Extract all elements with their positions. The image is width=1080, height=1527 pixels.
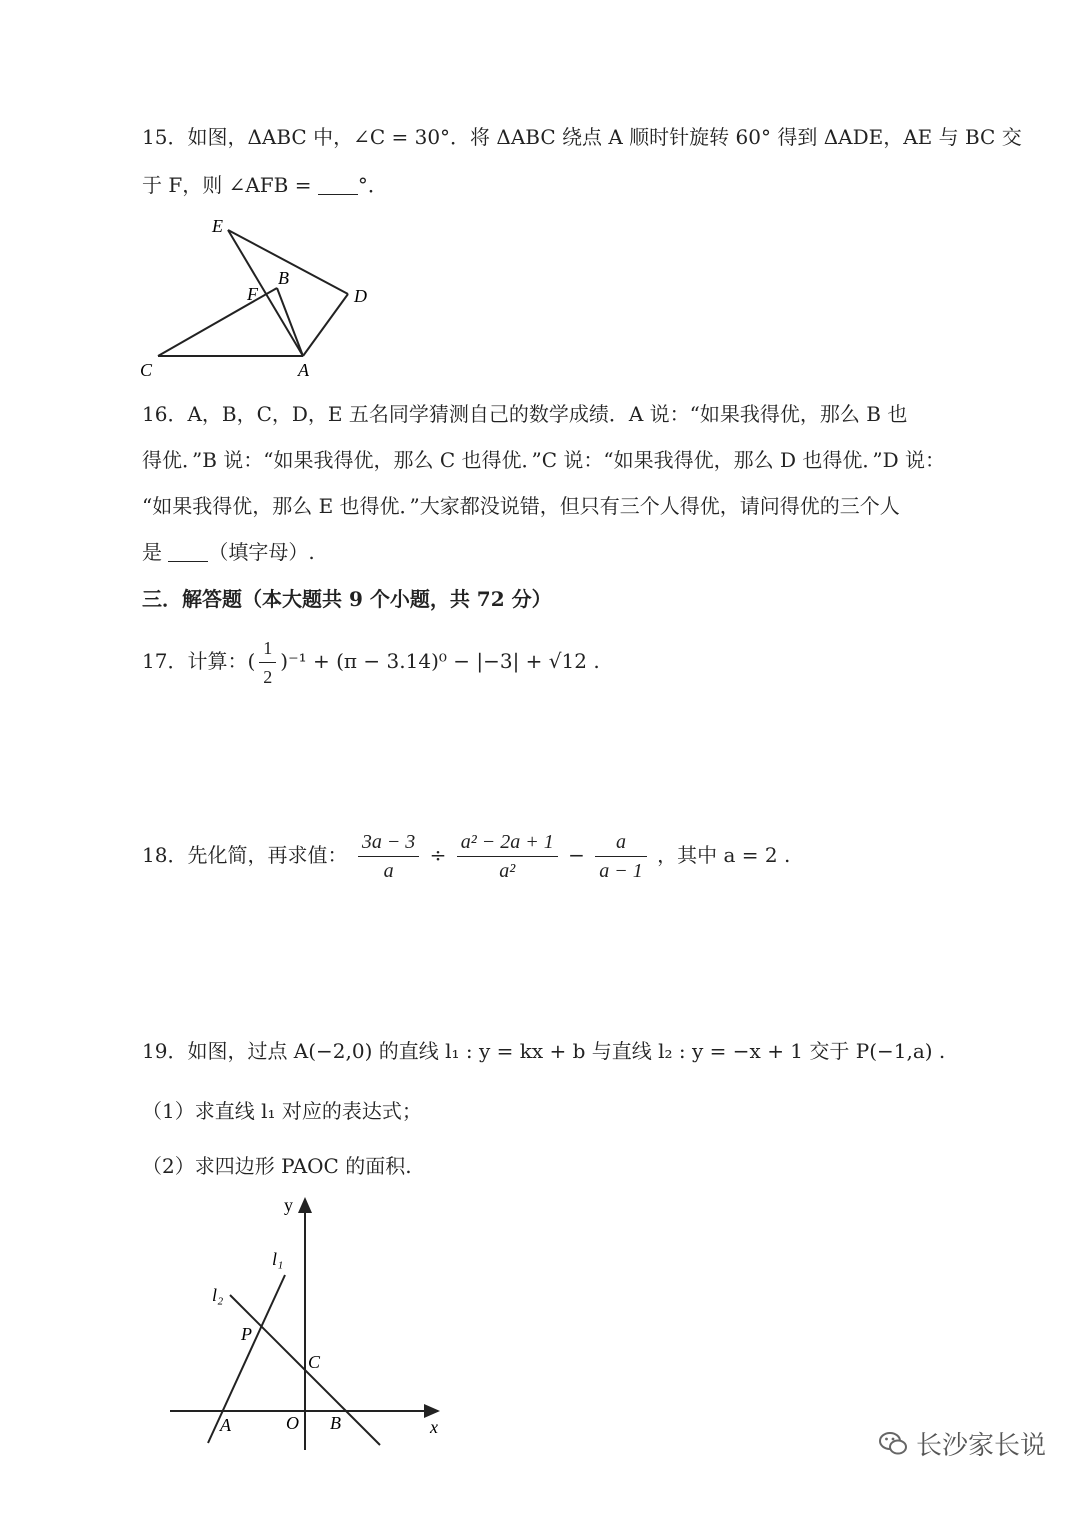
q18-frac3-num: a: [595, 828, 647, 857]
answer-blank: [318, 174, 358, 195]
q16-line1: 16．A，B，C，D，E 五名同学猜测自己的数学成绩．A 说：“如果我得优，那么 B 也: [142, 402, 908, 426]
label-F: F: [247, 284, 258, 304]
q19-figure: [160, 1185, 460, 1465]
section-heading: 三．解答题（本大题共 9 个小题，共 72 分）: [142, 587, 552, 611]
q19-line1: 19．如图，过点 A(−2,0) 的直线 l₁ : y = kx + b 与直线 l₂ : y = −x + 1 交于 P(−1,a) .: [142, 1039, 946, 1063]
label-E: E: [212, 216, 223, 236]
answer-blank: [168, 541, 208, 562]
watermark-text: 长沙家长说: [916, 1431, 1047, 1461]
q15-line2-text: 于 F，则 ∠AFB =: [142, 173, 318, 197]
y-axis-arrow: [298, 1197, 312, 1213]
q18-minus: −: [568, 843, 585, 867]
q19-part2: （2）求四边形 PAOC 的面积.: [142, 1154, 412, 1178]
q17-prefix: 17．计算：: [142, 649, 248, 673]
q15-line2-end: °．: [357, 173, 388, 197]
label-B: B: [330, 1413, 341, 1433]
q15-line2: [142, 172, 388, 198]
q18-frac1-num: 3a − 3: [358, 828, 420, 857]
q19-part1: （1）求直线 l₁ 对应的表达式；: [142, 1099, 422, 1123]
q15-line1: 15．如图，ΔABC 中，∠C = 30°．将 ΔABC 绕点 A 顺时针旋转 60° 得到 ΔADE，AE 与 BC 交: [142, 125, 1022, 149]
label-A: A: [220, 1415, 231, 1435]
label-A: A: [298, 360, 309, 380]
q16-line3: “如果我得优，那么 E 也得优．”大家都没说错，但只有三个人得优，请问得优的三个人: [142, 494, 900, 518]
q18-line: [142, 828, 790, 885]
q17-frac-num: 1: [259, 634, 276, 663]
wechat-icon: [878, 1430, 908, 1458]
q15-figure: [130, 210, 390, 380]
label-l1: l₁: [272, 1249, 284, 1269]
label-x: x: [430, 1417, 438, 1437]
label-P: P: [241, 1324, 252, 1344]
label-C: C: [140, 360, 153, 380]
watermark: [878, 1425, 1046, 1462]
label-l2: l₂: [212, 1285, 224, 1305]
q18-frac2-num: a² − 2a + 1: [457, 828, 558, 857]
q16-line4-end: （填字母）.: [208, 540, 315, 564]
q18-div: ÷: [429, 843, 447, 867]
label-C: C: [308, 1352, 321, 1372]
q16-line2: 得优．”B 说：“如果我得优，那么 C 也得优．”C 说：“如果我得优，那么 D 也得优．”D 说：: [142, 448, 945, 472]
q17-rest: )⁻¹ + (π − 3.14)⁰ − |−3| + √12 .: [280, 649, 600, 673]
label-O: O: [286, 1413, 299, 1433]
q18-suffix: ，其中 a = 2 .: [657, 843, 791, 867]
q17-frac-den: 2: [263, 667, 273, 687]
q17-line: 17．计算：( $\frac{1}{2}$ )⁻¹ + (π − 3.14)⁰ − |−3| + √12 .: [142, 634, 600, 691]
q18-frac3-den: a − 1: [599, 860, 643, 882]
x-axis-arrow: [424, 1404, 440, 1418]
q16-line4-text: 是: [142, 540, 169, 564]
q16-line4: [142, 539, 315, 565]
label-y: y: [284, 1195, 293, 1215]
q18-prefix: 18．先化简，再求值：: [142, 843, 348, 867]
q18-frac1-den: a: [383, 860, 394, 882]
label-B: B: [278, 268, 289, 288]
label-D: D: [354, 286, 367, 306]
q18-frac2-den: a²: [499, 860, 516, 882]
